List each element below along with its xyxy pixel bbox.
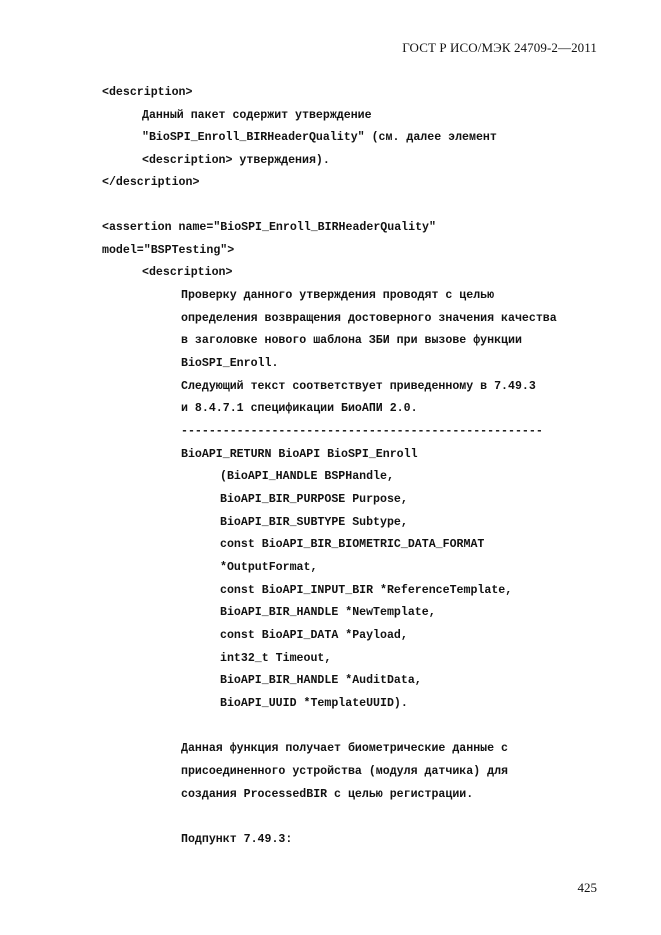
code-line: Проверку данного утверждения проводят с целью <box>181 289 495 302</box>
code-line: *OutputFormat, <box>220 561 318 574</box>
code-line: BioSPI_Enroll. <box>181 357 279 370</box>
code-line: BioAPI_BIR_HANDLE *NewTemplate, <box>220 606 436 619</box>
code-line: BioAPI_BIR_SUBTYPE Subtype, <box>220 516 408 529</box>
code-line: BioAPI_UUID *TemplateUUID). <box>220 697 408 710</box>
code-line: создания ProcessedBIR с целью регистрации. <box>181 788 474 801</box>
code-line: <description> <box>142 266 233 279</box>
standard-header: ГОСТ Р ИСО/МЭК 24709-2—2011 <box>402 40 597 55</box>
code-line: определения возвращения достоверного значения качества <box>181 312 557 325</box>
code-line: присоединенного устройства (модуля датчика) для <box>181 765 508 778</box>
code-line: Следующий текст соответствует приведенному в 7.49.3 <box>181 380 536 393</box>
code-line: в заголовке нового шаблона ЗБИ при вызове функции <box>181 334 522 347</box>
code-line: BioAPI_BIR_PURPOSE Purpose, <box>220 493 408 506</box>
code-line: const BioAPI_BIR_BIOMETRIC_DATA_FORMAT <box>220 538 485 551</box>
code-line: const BioAPI_DATA *Payload, <box>220 629 408 642</box>
code-line: "BioSPI_Enroll_BIRHeaderQuality" (см. далее элемент <box>142 131 497 144</box>
code-line: Данный пакет содержит утверждение <box>142 109 372 122</box>
code-line: Данная функция получает биометрические данные с <box>181 742 508 755</box>
code-line: BioAPI_BIR_HANDLE *AuditData, <box>220 674 422 687</box>
code-line: BioAPI_RETURN BioAPI BioSPI_Enroll <box>181 448 418 461</box>
code-line: const BioAPI_INPUT_BIR *ReferenceTemplate, <box>220 584 513 597</box>
code-line: <assertion name="BioSPI_Enroll_BIRHeaderQuality" <box>102 221 436 234</box>
code-line: <description> <box>102 86 193 99</box>
code-line: <description> утверждения). <box>142 154 330 167</box>
code-line: </description> <box>102 176 200 189</box>
code-line: model="BSPTesting"> <box>102 244 235 257</box>
code-line: и 8.4.7.1 спецификации БиоАПИ 2.0. <box>181 402 418 415</box>
page-number: 425 <box>577 880 597 895</box>
code-line: (BioAPI_HANDLE BSPHandle, <box>220 470 394 483</box>
separator-line: ---------------------------------------------------- <box>181 425 543 438</box>
code-line: Подпункт 7.49.3: <box>181 833 293 846</box>
code-line: int32_t Timeout, <box>220 652 332 665</box>
